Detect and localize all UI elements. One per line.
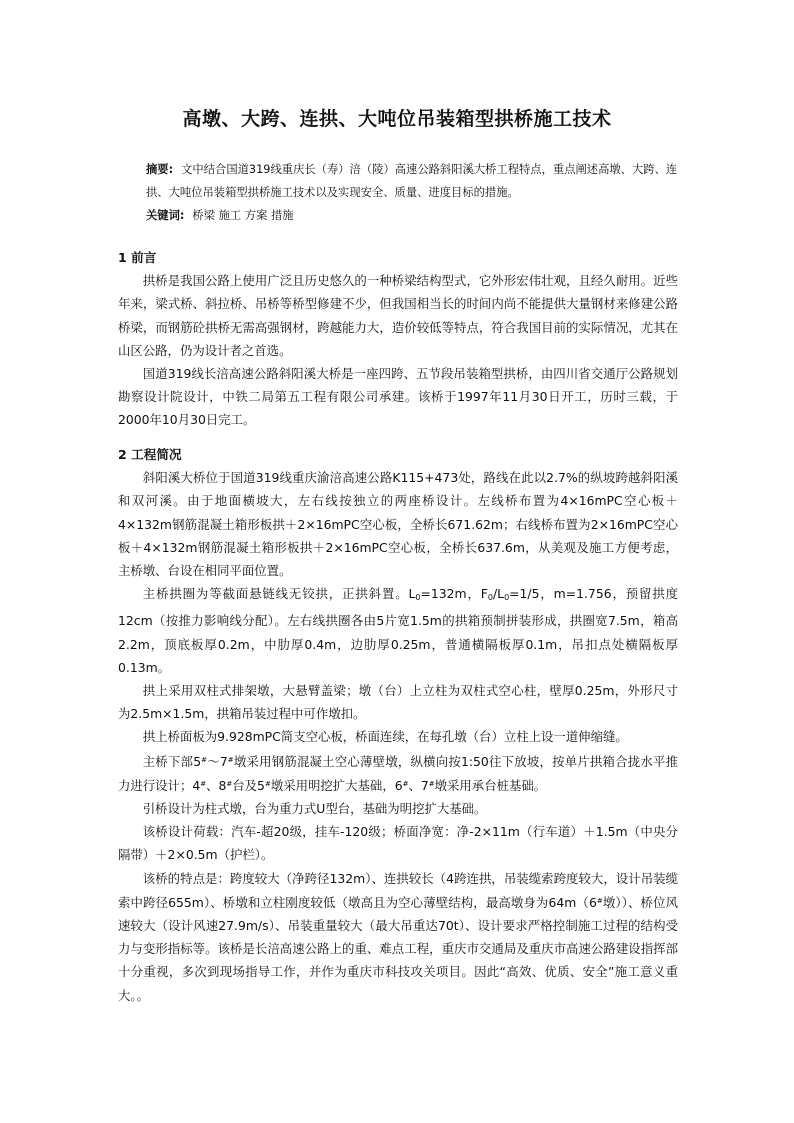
paragraph: 斜阳溪大桥位于国道319线重庆渝涪高速公路K115+473处，路线在此以2.7%的纵坡跨越斜阳溪和双河溪。由于地面横坡大，左右线按独立的两座桥设计。左线桥布置为4×16mPC空心板＋4×132m钢筋混凝土箱形板拱＋2×16mPC空心板，全桥长671.62m；右线桥布置为2×16mPC空心板＋4×132m钢筋混凝土箱形板拱＋2×16mPC空心板，全桥长637.6m，从美观及施工方便考虑，主桥墩、台设在相同平面位置。: [118, 470, 678, 579]
keywords-line: [118, 204, 678, 227]
paragraph: 拱上采用双柱式排架墩，大悬臂盖梁；墩（台）上立柱为双柱式空心柱，壁厚0.25m，外形尺寸为2.5m×1.5m，拱箱吊装过程中可作墩扣。: [118, 683, 678, 722]
text-run: 墩采用承台桩基础。: [434, 777, 547, 793]
paragraph: 拱上桥面板为9.928mPC简支空心板，桥面连续，在每孔墩（台）立柱上设一道伸缩缝。: [142, 729, 628, 745]
section-project-overview: [118, 443, 678, 1007]
abstract-paragraph: [118, 158, 678, 204]
text-run: ～7: [207, 753, 228, 769]
superscript: #: [200, 779, 207, 788]
abstract-label: 摘要:: [146, 163, 174, 176]
text-run: =132m，F: [420, 586, 488, 602]
abstract-text: 文中结合国道319线重庆长（寿）涪（陵）高速公路斜阳溪大桥工程特点，重点阐述高墩、大跨、连拱、大吨位吊装箱型拱桥施工技术以及实现安全、质量、进度目标的措施。: [146, 163, 678, 199]
keywords-label: 关键词:: [146, 209, 185, 222]
section-heading: 2 工程简况: [118, 447, 182, 462]
section-heading: 1 前言: [118, 250, 157, 265]
text-run: =1/5，m=1.756，预留拱度12cm（按推力影响线分配）。左右线拱圈各由5片宽1.5m的拱箱预制拼装形成，拱圈宽7.5m，箱高2.2m，顶底板厚0.2m，中肋厚0.4m，边肋厚0.25m，普通横隔板厚0.1m，吊扣点处横隔板厚0.13m。: [118, 586, 679, 675]
superscript: #: [226, 779, 233, 788]
subscript: 0: [487, 593, 493, 603]
superscript: #: [428, 779, 435, 788]
subscript: 0: [415, 593, 421, 603]
abstract-block: [118, 158, 678, 227]
text-run: 、7: [408, 777, 429, 793]
paragraph: 国道319线长涪高速公路斜阳溪大桥是一座四跨、五节段吊装箱型拱桥，由四川省交通厅公路规划勘察设计院设计，中铁二局第五工程有限公司承建。该桥于1997年11月30日开工，历时三载，于2000年10月30日完工。: [118, 366, 678, 428]
text-run: 墩））、桥位风速较大（设计风速27.9m/s）、吊装重量较大（最大吊重达70t）、设计要求严格控制施工过程的结构受力与变形指标等。该桥是长涪高速公路上的重、难点工程，重庆市交通局及重庆市高速公路建设指挥部十分重视，多次到现场指导工作，并作为重庆市科技攻关项目。因此“高效、优质、安全”施工意义重大。。: [118, 894, 678, 1003]
text-run: 台及5: [232, 777, 265, 793]
superscript: #: [227, 755, 234, 764]
paragraph: 该桥设计荷载：汽车-超20级，挂车-120级；桥面净宽：净-2×11m（行车道）＋1.5m（中央分隔带）＋2×0.5m（护栏）。: [118, 824, 678, 863]
text-run: 、8: [206, 777, 227, 793]
document-title: 高墩、大跨、连拱、大吨位吊装箱型拱桥施工技术: [182, 108, 612, 130]
paragraph: [118, 582, 678, 679]
superscript: #: [596, 896, 603, 905]
keywords-text: 桥梁 施工 方案 措施: [192, 209, 294, 222]
superscript: #: [201, 755, 208, 764]
paragraph: [118, 867, 678, 1007]
text-run: 该桥的特点是：跨度较大（净跨径132m）、连拱较长（4跨连拱，吊装缆索跨度较大，设计吊装缆索中跨径655m）、桥墩和立柱刚度较低（墩高且为空心薄壁结构，最高墩身为64m（6: [118, 870, 678, 910]
paragraph: 拱桥是我国公路上使用广泛且历史悠久的一种桥梁结构型式，它外形宏伟壮观，且经久耐用。近些年来，梁式桥、斜拉桥、吊桥等桥型修建不少，但我国相当长的时间内尚不能提供大量钢材来修建公路桥梁，而钢筋砼拱桥无需高强钢材，跨越能力大，造价较低等特点，符合我国目前的实际情况，尤其在山区公路，仍为设计者之首选。: [118, 273, 678, 358]
text-run: 墩采用明挖扩大基础，6: [270, 777, 403, 793]
superscript: #: [264, 779, 271, 788]
text-run: 主桥下部5: [142, 753, 202, 769]
paragraph: 引桥设计为柱式墩，台为重力式U型台，基础为明挖扩大基础。: [142, 801, 487, 817]
text-run: /L: [492, 586, 505, 602]
section-introduction: [118, 246, 678, 432]
text-run: 墩采用钢筋混凝土空心薄壁墩，纵横向按1:50往下放坡，按单片拱箱合拢水平推力进行设计；4: [118, 753, 679, 793]
subscript: 0: [504, 593, 510, 603]
paragraph: [118, 749, 678, 797]
text-run: 主桥拱圈为等截面悬链线无铰拱，正拱斜置。L: [142, 586, 416, 602]
superscript: #: [402, 779, 409, 788]
